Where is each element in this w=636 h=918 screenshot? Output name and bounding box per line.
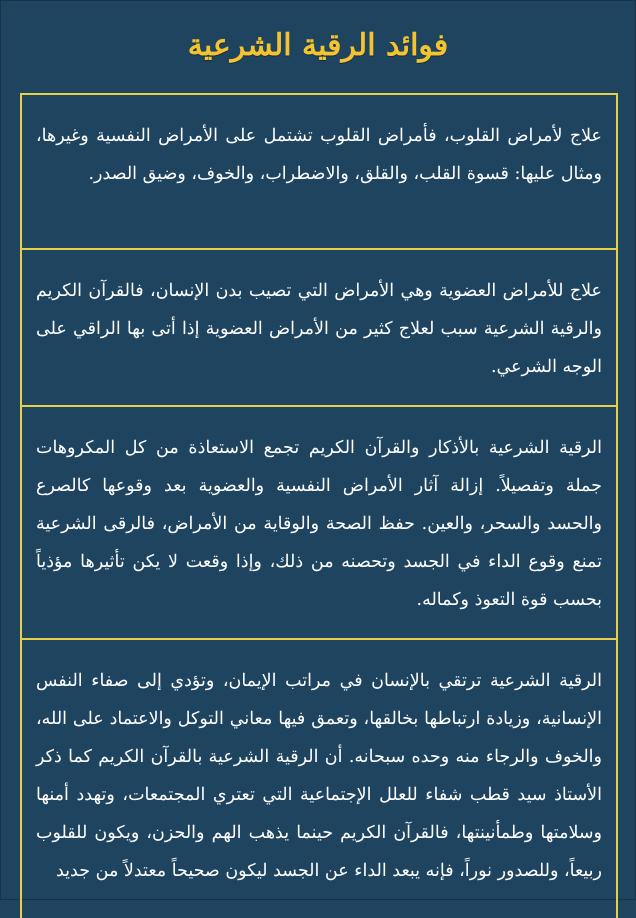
benefit-text: الرقية الشرعية بالأذكار والقرآن الكريم تجمع الاستعاذة من كل المكروهات جملة وتفصيلاً. إزالة آثار الأمراض النفسية والعضوية بعد وقوعها كالصرع والحسد والسحر، والعين. حفظ الصحة والوقاية من الأمراض، فالرقى الشرعية تمنع وقوع الداء في الجسد وتحصنه من ذلك، وإذا وقعت لا يكن تأثيرها مؤذياً بحسب قوة التعوذ وكماله.: [36, 438, 602, 610]
benefit-card: [20, 405, 618, 638]
benefit-text: الرقية الشرعية ترتقي بالإنسان في مراتب الإيمان، وتؤدي إلى صفاء النفس الإنسانية، وزيادة ارتباطها بخالقها، وتعمق فيها معاني التوكل والاعتماد على الله، والخوف والرجاء منه وحده سبحانه. أن الرقية الشرعية بالقرآن الكريم كما ذكر الأستاذ سيد قطب شفاء للعلل الإجتماعية التي تعتري المجتمعات، وتهدد أمنها وسلامتها وطمأنينتها، فالقرآن الكريم حينما يذهب الهم والحزن، ويكون للقلوب ربيعاً، وللصدور نوراً، فإنه يبعد الداء عن الجسد ليكون صحيحاً معتدلاً من جديد: [36, 671, 602, 881]
page-title: فوائد الرقية الشرعية: [187, 27, 449, 63]
benefit-text: علاج للأمراض العضوية وهي الأمراض التي تصيب بدن الإنسان، فالقرآن الكريم والرقية الشرعية سبب لعلاج كثير من الأمراض العضوية إذا أتى بها الراقي على الوجه الشرعي.: [36, 281, 602, 377]
benefit-card: [20, 638, 618, 918]
benefit-card: [20, 93, 618, 248]
benefits-list: [20, 93, 618, 918]
benefit-text: علاج لأمراض القلوب، فأمراض القلوب تشتمل على الأمراض النفسية وغيرها، ومثال عليها: قسوة القلب، والقلق، والاضطراب، والخوف، وضيق الصدر.: [36, 126, 602, 184]
benefit-card: [20, 248, 618, 405]
